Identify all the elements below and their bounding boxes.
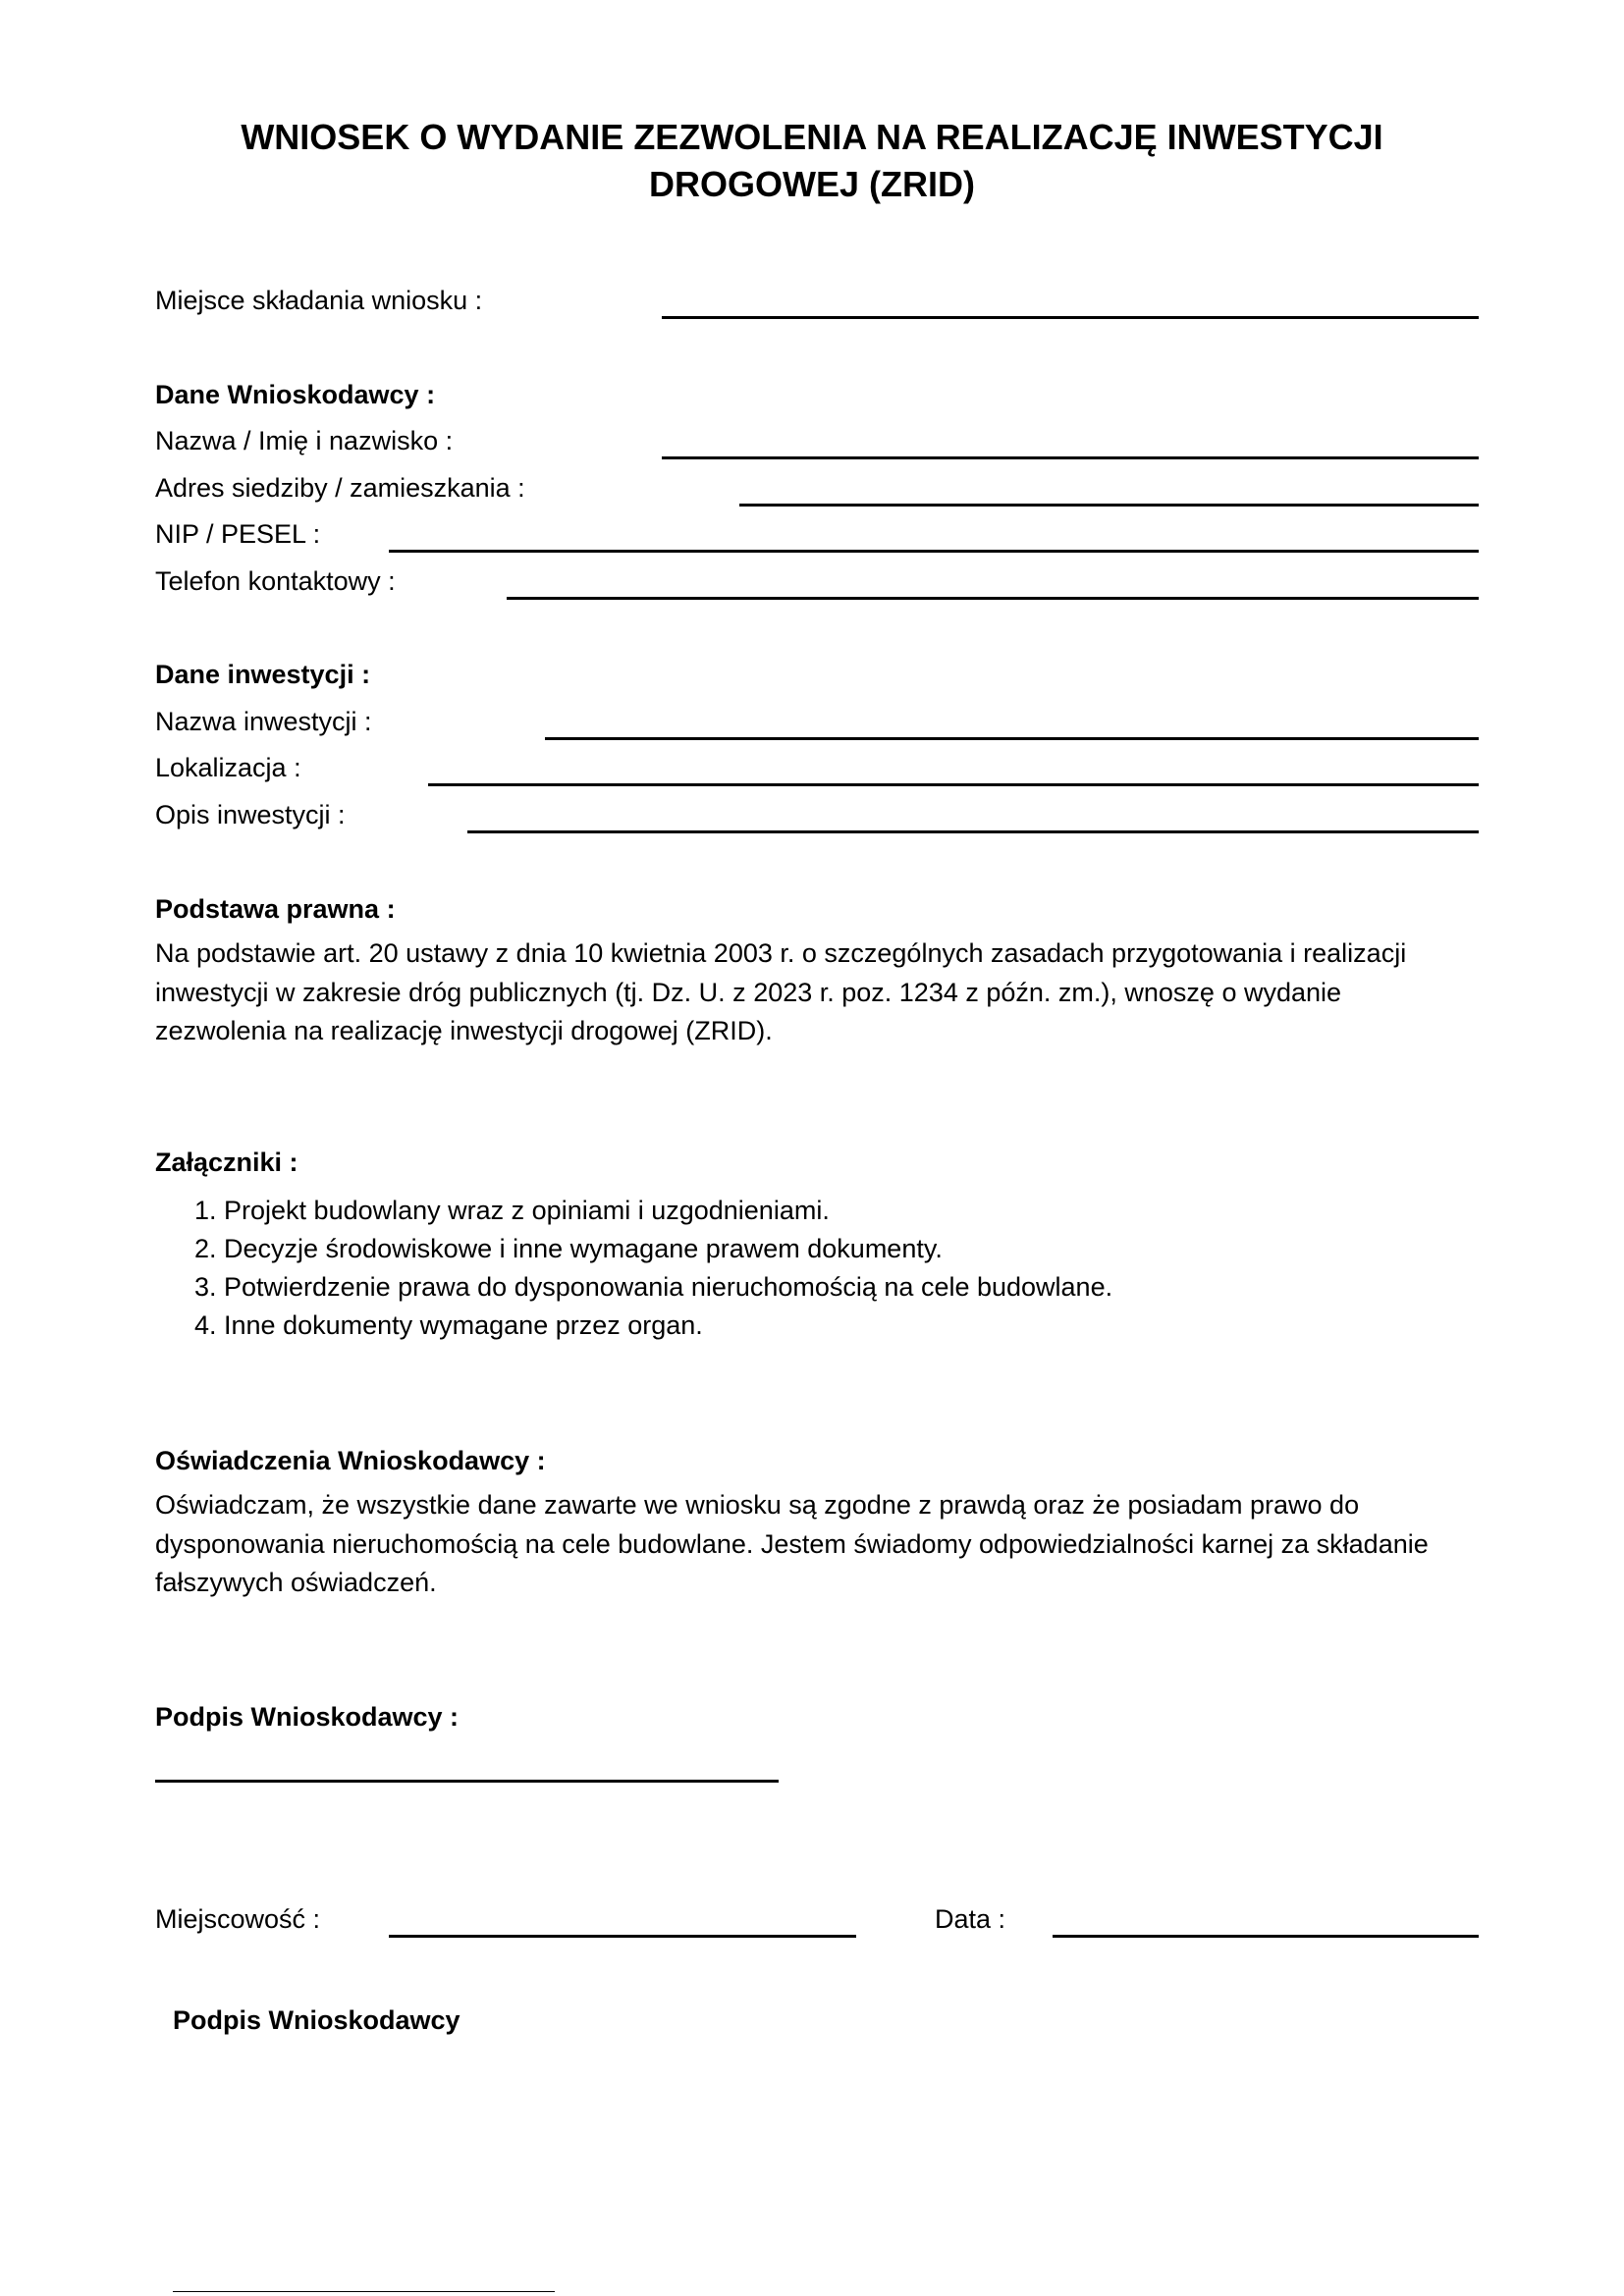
address-label: Adres siedziby / zamieszkania : xyxy=(155,473,525,503)
city-field[interactable] xyxy=(389,1935,856,1938)
declarations-heading: Oświadczenia Wnioskodawcy : xyxy=(155,1446,546,1475)
list-item: 2. Decyzje środowiskowe i inne wymagane prawem dokumenty. xyxy=(194,1234,943,1263)
description-label: Opis inwestycji : xyxy=(155,800,346,829)
place-of-submission-field[interactable] xyxy=(662,316,1479,319)
legal-basis-heading: Podstawa prawna : xyxy=(155,894,396,924)
location-label: Lokalizacja : xyxy=(155,753,301,782)
signature-heading: Podpis Wnioskodawcy : xyxy=(155,1702,460,1732)
nip-pesel-field[interactable] xyxy=(389,550,1479,553)
address-field[interactable] xyxy=(739,504,1479,507)
investment-name-field[interactable] xyxy=(545,737,1479,740)
nip-pesel-label: NIP / PESEL : xyxy=(155,519,321,549)
attachments-heading: Załączniki : xyxy=(155,1148,298,1177)
applicant-data-heading: Dane Wnioskodawcy : xyxy=(155,380,436,409)
signature-field[interactable] xyxy=(155,1780,779,1783)
date-field[interactable] xyxy=(1053,1935,1479,1938)
date-label: Data : xyxy=(935,1904,1006,1934)
list-item: 1. Projekt budowlany wraz z opiniami i uzgodnieniami. xyxy=(194,1196,830,1225)
list-item: 4. Inne dokumenty wymagane przez organ. xyxy=(194,1310,703,1340)
attachments-list xyxy=(194,1192,1112,1345)
declaration-text: Oświadczam, że wszystkie dane zawarte we wniosku są zgodne z prawdą oraz że posiadam prawo do dysponowania nieruchomością na cele budowlane. Jestem świadomy odpowiedzialności karnej za składanie fałszywych oświadczeń. xyxy=(155,1490,1429,1597)
place-of-submission-label: Miejsce składania wniosku : xyxy=(155,286,483,315)
investment-data-heading: Dane inwestycji : xyxy=(155,660,371,689)
phone-field[interactable] xyxy=(507,597,1479,600)
city-label: Miejscowość : xyxy=(155,1904,321,1934)
phone-label: Telefon kontaktowy : xyxy=(155,566,396,596)
final-signature-label: Podpis Wnioskodawcy xyxy=(173,2005,460,2035)
legal-basis-text: Na podstawie art. 20 ustawy z dnia 10 kwietnia 2003 r. o szczególnych zasadach przygotowania i realizacji inwestycji w zakresie dróg publicznych (tj. Dz. U. z 2023 r. poz. 1234 z późn. zm.), wnoszę o wydanie zezwolenia na realizację inwestycji drogowej (ZRID). xyxy=(155,938,1407,1045)
location-field[interactable] xyxy=(428,783,1479,786)
name-field[interactable] xyxy=(662,456,1479,459)
name-label: Nazwa / Imię i nazwisko : xyxy=(155,426,454,455)
document-title: WNIOSEK O WYDANIE ZEZWOLENIA NA REALIZACJĘ INWESTYCJI DROGOWEJ (ZRID) xyxy=(241,117,1383,204)
description-field[interactable] xyxy=(467,830,1479,833)
list-item: 3. Potwierdzenie prawa do dysponowania nieruchomością na cele budowlane. xyxy=(194,1272,1113,1302)
investment-name-label: Nazwa inwestycji : xyxy=(155,707,372,736)
final-signature-line[interactable] xyxy=(173,2291,555,2292)
